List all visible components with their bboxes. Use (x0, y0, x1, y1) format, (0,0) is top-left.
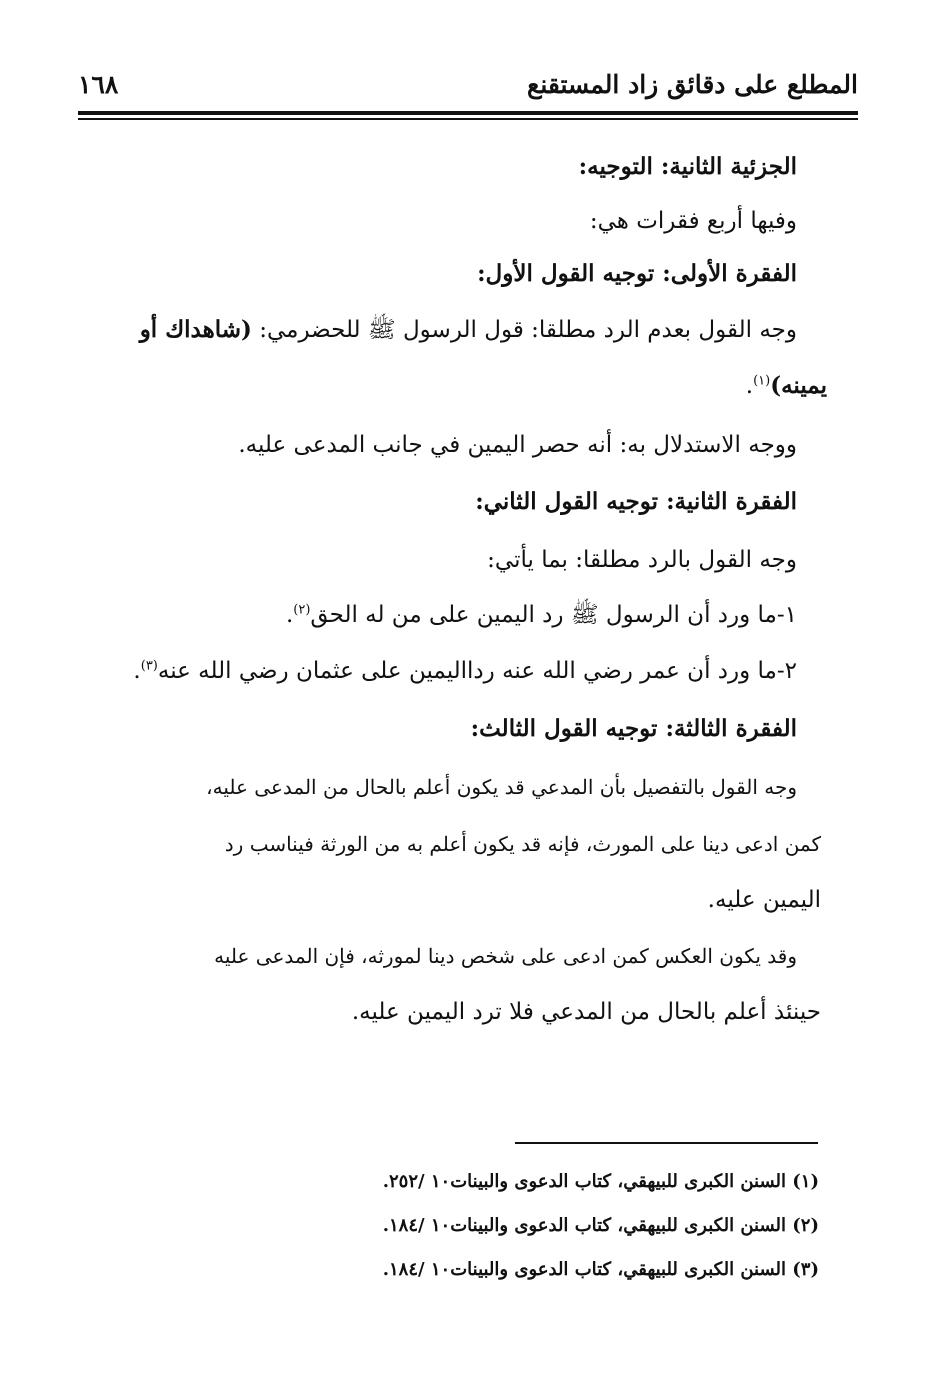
item-1-end: . (285, 602, 294, 628)
running-header (78, 64, 858, 108)
footnote-1: (١) السنن الكبرى للبيهقي، كتاب الدعوى والبينات١٠ /٢٥٢. (382, 1171, 819, 1192)
hadith-quote-end: يمينه) (770, 372, 827, 399)
paragraph-2-item-1 (286, 600, 797, 630)
section-heading: الجزئية الثانية: التوجيه: (578, 153, 797, 180)
intro-line: وفيها أربع فقرات هي: (589, 208, 797, 234)
paragraph-1-text: وجه القول بعدم الرد مطلقا: قول الرسول ﷺ للحضرمي: (259, 317, 797, 343)
paragraph-3-line-1: وجه القول بالتفصيل بأن المدعي قد يكون أعلم بالحال من المدعى عليه، (206, 775, 797, 799)
footnote-2: (٢) السنن الكبرى للبيهقي، كتاب الدعوى والبينات١٠ /١٨٤. (382, 1215, 819, 1236)
item-1-text: ١-ما ورد أن الرسول ﷺ رد اليمين على من له الحق (310, 602, 797, 628)
footnote-ref-2[interactable]: (٢) (293, 602, 311, 618)
book-title: المطلع على دقائق زاد المستقنع (527, 70, 858, 99)
paragraph-3-line-2: كمن ادعى دينا على المورث، فإنه قد يكون أعلم به من الورثة فيناسب رد (224, 832, 821, 856)
paragraph-1-line-1 (140, 315, 797, 345)
paragraph-3-line-4: وقد يكون العكس كمن ادعى على شخص دينا لمورثه، فإن المدعى عليه (214, 944, 797, 968)
hadith-quote-start: (شاهداك أو (139, 316, 252, 343)
paragraph-3-line-3: اليمين عليه. (707, 887, 821, 913)
page-number: ١٦٨ (78, 70, 119, 99)
paragraph-1-line-3: ووجه الاستدلال به: أنه حصر اليمين في جانب المدعى عليه. (238, 432, 797, 458)
header-rule-thick (78, 111, 858, 115)
footnote-separator (515, 1142, 818, 1144)
item-2-text: ٢-ما ورد أن عمر رضي الله عنه ردااليمين على عثمان رضي الله عنه (157, 658, 797, 684)
paragraph-2-item-2 (133, 656, 797, 686)
paragraph-1-heading: الفقرة الأولى: توجيه القول الأول: (477, 260, 797, 287)
footnote-ref-1[interactable]: (١) (753, 373, 771, 389)
footnote-ref-3[interactable]: (٣) (140, 658, 158, 674)
paragraph-2-heading: الفقرة الثانية: توجيه القول الثاني: (475, 488, 797, 515)
header-rule-thin (78, 118, 858, 120)
paragraph-1-line-2 (746, 371, 827, 401)
paragraph-2-intro: وجه القول بالرد مطلقا: بما يأتي: (487, 547, 797, 573)
paragraph-1-end: . (745, 373, 754, 399)
footnote-3: (٣) السنن الكبرى للبيهقي، كتاب الدعوى والبينات١٠ /١٨٤. (382, 1259, 819, 1280)
paragraph-3-line-5: حينئذ أعلم بالحال من المدعي فلا ترد اليمين عليه. (351, 999, 821, 1025)
item-2-end: . (133, 658, 141, 684)
paragraph-3-heading: الفقرة الثالثة: توجيه القول الثالث: (470, 715, 797, 742)
